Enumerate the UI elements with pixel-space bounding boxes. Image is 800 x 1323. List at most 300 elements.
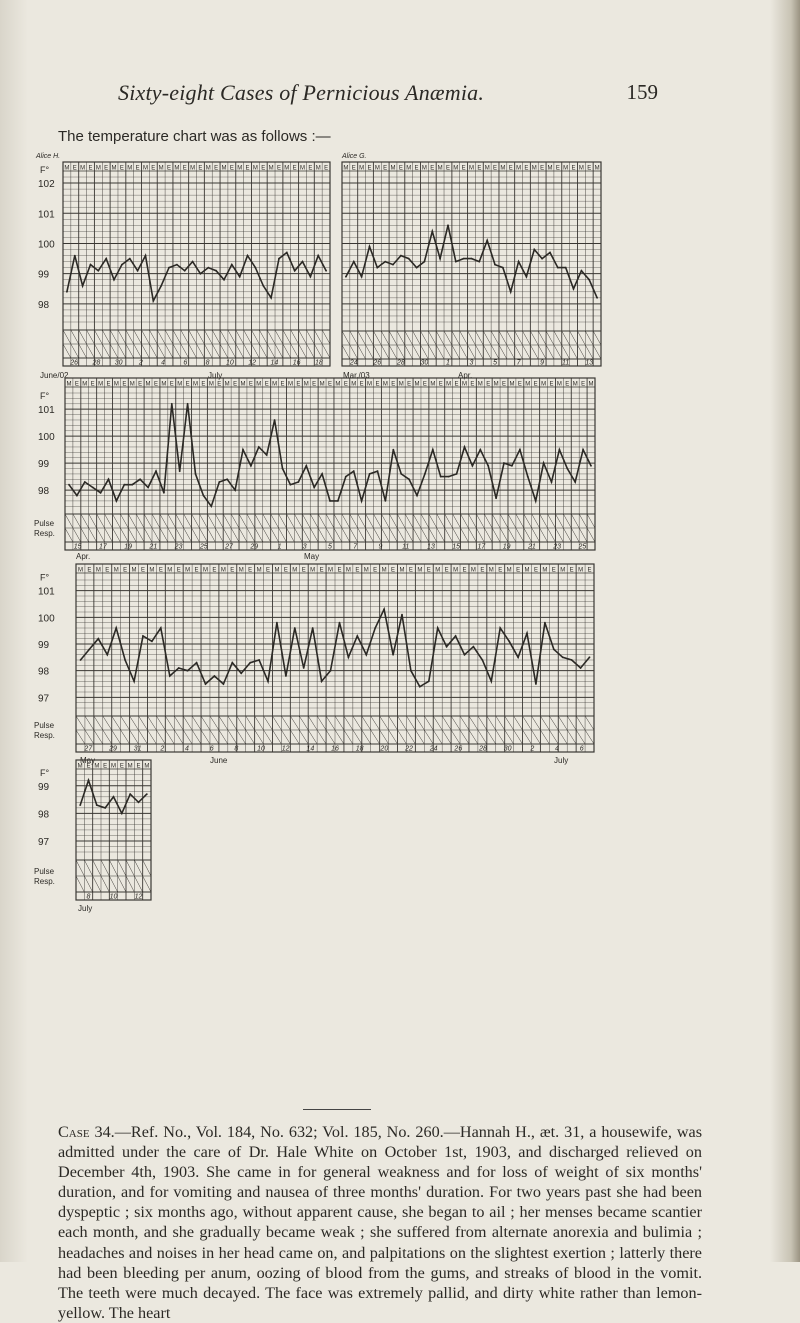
date-label: 3 <box>469 359 474 367</box>
me-label: E <box>86 763 91 770</box>
date-label: 1 <box>277 543 282 551</box>
me-label: E <box>414 165 419 172</box>
temperature-point <box>410 670 412 672</box>
date-label: 18 <box>314 359 323 367</box>
pulse-hatch <box>445 514 453 528</box>
me-label: M <box>374 165 380 172</box>
me-label: E <box>158 567 163 574</box>
pulse-hatch <box>147 716 156 730</box>
temperature-row-label: F° <box>40 165 50 176</box>
pulse-hatch <box>183 716 192 730</box>
temperature-point <box>218 481 220 483</box>
me-label: M <box>284 165 290 172</box>
temperature-point <box>456 473 458 475</box>
temperature-point <box>255 267 257 269</box>
me-label: E <box>106 381 111 388</box>
pulse-hatch <box>587 514 595 528</box>
me-label: E <box>398 165 403 172</box>
resp-hatch <box>144 528 152 542</box>
temperature-point <box>258 446 260 448</box>
date-label: 5 <box>493 359 497 367</box>
temperature-point <box>97 270 99 272</box>
resp-hatch <box>523 345 531 359</box>
resp-row-label: Resp. <box>34 731 55 740</box>
pulse-hatch <box>176 514 184 528</box>
temperature-point <box>471 258 473 260</box>
resp-hatch <box>398 730 407 744</box>
resp-hatch <box>508 528 516 542</box>
me-label: M <box>414 381 420 388</box>
resp-hatch <box>554 345 562 359</box>
pulse-hatch <box>523 331 531 345</box>
temperature-point <box>596 297 598 299</box>
temperature-point <box>247 255 249 257</box>
pulse-hatch <box>286 514 294 528</box>
resp-hatch <box>350 528 358 542</box>
me-label: E <box>103 763 108 770</box>
temperature-point <box>92 487 94 489</box>
pulse-hatch <box>87 330 95 344</box>
pulse-hatch <box>189 330 197 344</box>
resp-hatch <box>500 528 508 542</box>
temperature-point <box>384 261 386 263</box>
me-label: M <box>488 567 494 574</box>
temperature-point <box>361 500 363 502</box>
month-label: July <box>554 756 569 765</box>
date-label: 19 <box>124 543 132 551</box>
pulse-hatch <box>291 330 299 344</box>
month-label: May <box>80 756 96 765</box>
temperature-point <box>574 481 576 483</box>
resp-hatch <box>81 528 89 542</box>
me-label: M <box>578 165 584 172</box>
pulse-hatch <box>228 716 237 730</box>
temperature-point <box>533 249 535 251</box>
me-label: M <box>80 165 86 172</box>
page-number: 159 <box>626 80 658 104</box>
pulse-hatch <box>109 860 117 876</box>
me-label: E <box>151 165 156 172</box>
resp-hatch <box>236 344 244 358</box>
me-label: M <box>319 381 325 388</box>
resp-hatch <box>576 730 585 744</box>
temperature-point <box>494 264 496 266</box>
pulse-hatch <box>112 716 121 730</box>
resp-hatch <box>585 730 594 744</box>
y-tick-label: 100 <box>38 239 55 251</box>
date-label: 15 <box>73 543 82 551</box>
pulse-hatch <box>306 330 314 344</box>
resp-hatch <box>142 344 150 358</box>
resp-hatch <box>436 345 444 359</box>
temperature-point <box>179 470 181 472</box>
pulse-hatch <box>112 514 120 528</box>
date-label: 25 <box>199 543 208 551</box>
date-label: 29 <box>109 745 117 753</box>
me-label: E <box>524 165 529 172</box>
resp-hatch <box>505 730 514 744</box>
patient-label: Alice G. <box>342 153 367 160</box>
resp-hatch <box>546 345 554 359</box>
pulse-hatch <box>424 716 433 730</box>
me-label: M <box>95 165 101 172</box>
resp-hatch <box>314 344 322 358</box>
temperature-point <box>508 640 510 642</box>
me-label: M <box>238 567 244 574</box>
resp-hatch <box>181 344 189 358</box>
pulse-hatch <box>143 860 151 876</box>
pulse-hatch <box>524 514 532 528</box>
me-label: E <box>308 165 313 172</box>
temperature-point <box>353 470 355 472</box>
pulse-hatch <box>267 330 275 344</box>
temperature-point <box>139 478 141 480</box>
month-label: May <box>304 552 320 561</box>
resp-hatch <box>405 345 413 359</box>
resp-hatch <box>207 528 215 542</box>
resp-hatch <box>405 528 413 542</box>
me-label: M <box>399 567 405 574</box>
me-label: E <box>470 381 475 388</box>
pulse-hatch <box>532 514 540 528</box>
me-label: M <box>310 567 316 574</box>
date-label: 23 <box>553 543 562 551</box>
temperature-point <box>401 614 403 616</box>
pulse-hatch <box>93 860 101 876</box>
resp-hatch <box>228 730 237 744</box>
pulse-hatch <box>157 330 165 344</box>
month-label: June/02 <box>40 371 69 380</box>
month-label: June <box>210 756 228 765</box>
me-label: E <box>214 165 219 172</box>
me-label: E <box>533 381 538 388</box>
me-label: M <box>268 165 274 172</box>
resp-hatch <box>118 344 126 358</box>
resp-hatch <box>342 528 350 542</box>
resp-hatch <box>76 730 85 744</box>
resp-hatch <box>549 730 558 744</box>
temperature-point <box>400 473 402 475</box>
temperature-point <box>369 473 371 475</box>
me-label: M <box>398 381 404 388</box>
pulse-hatch <box>308 716 317 730</box>
temperature-point <box>424 473 426 475</box>
pulse-hatch <box>97 514 105 528</box>
pulse-hatch <box>76 860 84 876</box>
me-label: E <box>266 567 271 574</box>
temperature-point <box>145 255 147 257</box>
date-label: 17 <box>477 543 486 551</box>
temperature-point <box>113 279 115 281</box>
pulse-hatch <box>156 716 165 730</box>
me-label: E <box>486 381 491 388</box>
resp-hatch <box>496 730 505 744</box>
pulse-hatch <box>264 716 273 730</box>
me-label: M <box>453 567 459 574</box>
temperature-point <box>278 258 280 260</box>
resp-hatch <box>571 528 579 542</box>
me-label: E <box>123 567 128 574</box>
y-tick-label: 97 <box>38 836 50 848</box>
me-label: M <box>421 165 427 172</box>
temperature-point <box>503 462 505 464</box>
pulse-hatch <box>567 716 576 730</box>
me-label: M <box>113 381 119 388</box>
resp-hatch <box>389 528 397 542</box>
date-label: 26 <box>373 359 382 367</box>
me-label: E <box>87 567 92 574</box>
pulse-hatch <box>134 860 142 876</box>
resp-hatch <box>468 528 476 542</box>
pulse-hatch <box>184 514 192 528</box>
temperature-point <box>105 258 107 260</box>
pulse-hatch <box>110 330 118 344</box>
me-label: M <box>588 381 594 388</box>
me-label: E <box>104 165 109 172</box>
me-label: M <box>531 165 537 172</box>
pulse-hatch <box>496 716 505 730</box>
date-label: 31 <box>133 745 142 753</box>
chart-panel-small <box>34 760 151 913</box>
temperature-point <box>100 492 102 494</box>
temperature-point <box>511 465 513 467</box>
y-tick-label: 99 <box>38 269 50 281</box>
me-label: M <box>221 165 227 172</box>
temperature-point <box>163 492 165 494</box>
me-label: M <box>113 567 119 574</box>
me-label: E <box>176 567 181 574</box>
resp-hatch <box>294 528 302 542</box>
pulse-hatch <box>444 331 452 345</box>
pulse-row-label: Pulse <box>34 867 55 876</box>
me-label: E <box>296 381 301 388</box>
pulse-hatch <box>192 514 200 528</box>
pulse-hatch <box>577 331 585 345</box>
me-label: M <box>272 381 278 388</box>
me-label: M <box>382 381 388 388</box>
me-label: E <box>198 165 203 172</box>
temperature-point <box>376 267 378 269</box>
date-label: 9 <box>378 543 383 551</box>
temperature-point <box>482 659 484 661</box>
temperature-point <box>510 291 512 293</box>
pulse-hatch <box>428 331 436 345</box>
pulse-hatch <box>540 514 548 528</box>
resp-hatch <box>76 876 84 892</box>
temperature-point <box>353 261 355 263</box>
pulse-hatch <box>344 716 353 730</box>
chart-intro-text: The temperature chart was as follows :— <box>58 128 331 145</box>
pulse-hatch <box>84 860 92 876</box>
resp-hatch <box>442 730 451 744</box>
pulse-hatch <box>487 716 496 730</box>
date-label: 11 <box>562 359 570 367</box>
pulse-hatch <box>593 331 601 345</box>
date-label: 28 <box>92 359 101 367</box>
pulse-hatch <box>73 514 81 528</box>
resp-hatch <box>344 730 353 744</box>
me-label: E <box>565 381 570 388</box>
resp-hatch <box>507 345 515 359</box>
me-label: E <box>549 381 554 388</box>
pulse-hatch <box>134 330 142 344</box>
resp-hatch <box>570 345 578 359</box>
pulse-hatch <box>353 716 362 730</box>
pulse-hatch <box>546 331 554 345</box>
y-tick-label: 98 <box>38 486 50 498</box>
pulse-hatch <box>585 716 594 730</box>
date-label: 19 <box>502 543 511 551</box>
month-label: July <box>78 904 93 913</box>
temperature-point <box>544 622 546 624</box>
date-label: 7 <box>353 543 358 551</box>
me-label: M <box>484 165 490 172</box>
pulse-hatch <box>389 716 398 730</box>
temperature-point <box>348 656 350 658</box>
me-label: E <box>324 165 329 172</box>
resp-hatch <box>397 528 405 542</box>
me-label: E <box>245 165 250 172</box>
resp-hatch <box>374 528 382 542</box>
me-label: M <box>149 567 155 574</box>
resp-hatch <box>452 345 460 359</box>
date-label: 30 <box>114 359 123 367</box>
temperature-point <box>90 264 92 266</box>
me-label: M <box>469 165 474 172</box>
resp-hatch <box>342 345 350 359</box>
resp-hatch <box>322 344 330 358</box>
me-label: M <box>300 165 306 172</box>
pulse-hatch <box>540 716 549 730</box>
date-label: 6 <box>579 745 584 753</box>
resp-hatch <box>128 528 136 542</box>
pulse-hatch <box>342 331 350 345</box>
pulse-hatch <box>160 514 168 528</box>
resp-hatch <box>548 528 556 542</box>
resp-hatch <box>492 528 500 542</box>
temperature-point <box>302 261 304 263</box>
date-label: 18 <box>355 745 364 753</box>
y-tick-label: 101 <box>38 209 55 221</box>
resp-hatch <box>165 344 173 358</box>
month-label: Mar./03 <box>343 371 370 380</box>
pulse-hatch <box>398 716 407 730</box>
pulse-hatch <box>165 330 173 344</box>
pulse-hatch <box>281 716 290 730</box>
pulse-hatch <box>314 330 322 344</box>
resp-hatch <box>165 730 174 744</box>
temperature-point <box>80 659 82 661</box>
me-label: M <box>111 165 117 172</box>
me-label: E <box>74 381 79 388</box>
month-label: Apr. <box>458 371 473 380</box>
temperature-point <box>215 270 217 272</box>
temperature-point <box>129 258 131 260</box>
resp-hatch <box>389 345 397 359</box>
me-label: E <box>169 381 174 388</box>
temperature-point <box>589 656 591 658</box>
resp-hatch <box>73 528 81 542</box>
case-label: Case 34. <box>58 1123 115 1141</box>
pulse-hatch <box>358 331 366 345</box>
resp-hatch <box>143 876 151 892</box>
resp-hatch <box>530 345 538 359</box>
me-label: E <box>351 165 356 172</box>
resp-hatch <box>483 345 491 359</box>
pulse-hatch <box>201 716 210 730</box>
temperature-point <box>439 258 441 260</box>
pulse-hatch <box>421 514 429 528</box>
me-label: E <box>375 381 380 388</box>
temperature-point <box>121 813 123 815</box>
pulse-hatch <box>283 330 291 344</box>
me-label: M <box>363 567 369 574</box>
temperature-point <box>142 635 144 637</box>
me-label: M <box>127 763 133 770</box>
resp-hatch <box>136 528 144 542</box>
temperature-point <box>446 646 448 648</box>
temperature-point <box>207 267 209 269</box>
me-label: E <box>540 165 545 172</box>
temperature-point <box>440 476 442 478</box>
pulse-hatch <box>500 514 508 528</box>
temperature-point <box>76 495 78 497</box>
pulse-hatch <box>563 514 571 528</box>
me-label: M <box>500 165 506 172</box>
resp-hatch <box>272 730 281 744</box>
temperature-point <box>187 403 189 405</box>
date-label: 25 <box>578 543 587 551</box>
pulse-hatch <box>212 330 220 344</box>
me-label: M <box>144 763 150 770</box>
temperature-point <box>274 419 276 421</box>
me-label: E <box>462 567 467 574</box>
resp-hatch <box>259 344 267 358</box>
me-label: E <box>233 381 238 388</box>
pulse-hatch <box>549 716 558 730</box>
resp-hatch <box>93 876 101 892</box>
resp-hatch <box>212 344 220 358</box>
pulse-hatch <box>174 716 183 730</box>
pulse-hatch <box>397 514 405 528</box>
resp-hatch <box>371 730 380 744</box>
case-34-paragraph <box>58 1122 702 1323</box>
temperature-row-label: F° <box>40 391 50 402</box>
me-label: M <box>193 381 199 388</box>
resp-hatch <box>160 528 168 542</box>
resp-hatch <box>397 345 405 359</box>
temperature-point <box>104 807 106 809</box>
chart-panel-middle <box>34 378 595 561</box>
me-label: E <box>498 567 503 574</box>
temperature-point <box>223 279 225 281</box>
date-label: 12 <box>248 359 257 367</box>
pulse-hatch <box>318 514 326 528</box>
temperature-point <box>325 270 327 272</box>
pulse-hatch <box>381 331 389 345</box>
temperature-point <box>486 240 488 242</box>
me-label: M <box>541 381 547 388</box>
me-label: M <box>430 381 436 388</box>
resp-hatch <box>63 344 71 358</box>
pulse-hatch <box>294 514 302 528</box>
y-tick-label: 99 <box>38 459 50 471</box>
resp-hatch <box>112 730 121 744</box>
me-label: M <box>127 165 133 172</box>
pulse-hatch <box>476 514 484 528</box>
resp-hatch <box>130 730 139 744</box>
resp-hatch <box>263 528 271 542</box>
